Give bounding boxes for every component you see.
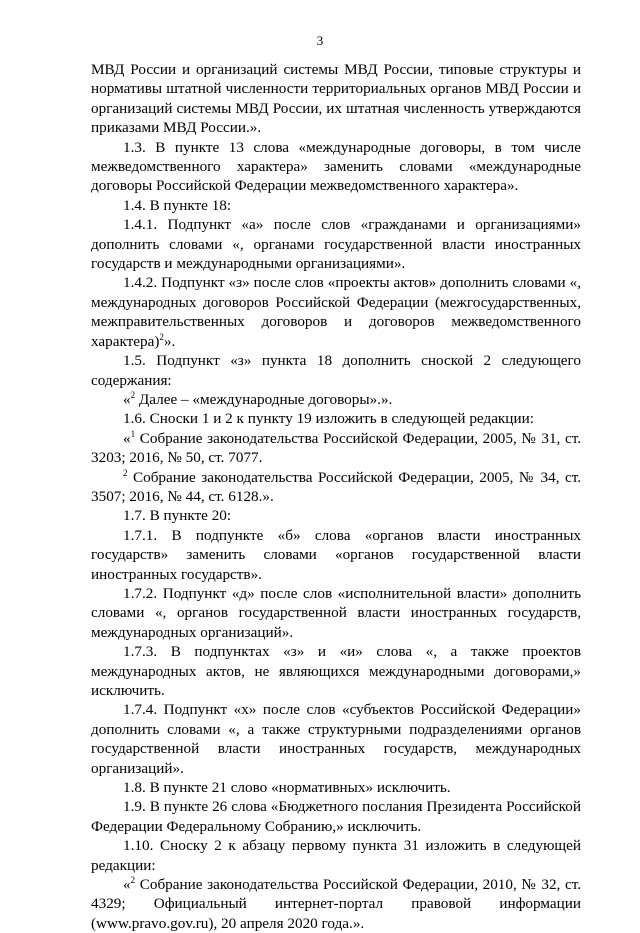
paragraph-1-5: 1.5. Подпункт «з» пункта 18 дополнить сноской 2 следующего содержания: bbox=[91, 352, 581, 389]
paragraph-1-4-2: 1.4.2. Подпункт «з» после слов «проекты актов» дополнить словами «, международных договоров Российской Федерации (межгосударственных, межправительственных договоров и договоров межведомственного характера)$^2$». bbox=[91, 274, 581, 350]
footnote-mark: 2 bbox=[130, 389, 136, 400]
paragraph-1-7: 1.7. В пункте 20: bbox=[123, 507, 232, 525]
footnote-text-2c: «$^2$ Собрание законодательства Российской Федерации, 2010, № 32, ст. 4329; Официальный интернет-портал правовой информации (www.pravo.gov.ru), 20 апреля 2020 года.». bbox=[91, 875, 581, 932]
footnote-text-2b: $^2$ Собрание законодательства Российской Федерации, 2005, № 34, ст. 3507; 2016, № 44, ст. 6128.». bbox=[91, 467, 581, 505]
paragraph-1-10: 1.10. Сноску 2 к абзацу первому пункта 31 изложить в следующей редакции: bbox=[91, 837, 581, 874]
footnote-mark: 1 bbox=[130, 428, 136, 439]
footnote-mark: 2 bbox=[130, 875, 136, 885]
footnote-text-2: «$^2$ Далее – «международные договоры».». bbox=[123, 389, 393, 408]
paragraph-1-6: 1.6. Сноски 1 и 2 к пункту 19 изложить в следующей редакции: bbox=[123, 410, 534, 428]
footnote-text-1: «$^1$ Собрание законодательства Российской Федерации, 2005, № 31, ст. 3203; 2016, № 50, ст. 7077. bbox=[91, 428, 581, 467]
footnote-ref: 2 bbox=[159, 331, 164, 342]
paragraph-1-7-4: 1.7.4. Подпункт «х» после слов «субъектов Российской Федерации» дополнить словами «, а также структурными подразделениями органов государственной власти иностранных государств, международных организаций». bbox=[91, 701, 581, 777]
paragraph-1-3: 1.3. В пункте 13 слова «международные договоры, в том числе межведомственного характера» заменить словами «международные договоры Российской Федерации межведомственного характера». bbox=[91, 138, 581, 195]
paragraph-1-9: 1.9. В пункте 26 слова «Бюджетного послания Президента Российской Федерации Федеральному Собранию,» исключить. bbox=[91, 798, 581, 835]
paragraph-1-7-2: 1.7.2. Подпункт «д» после слов «исполнительной власти» дополнить словами «, органов государственной власти иностранных государств, международных организаций». bbox=[91, 584, 581, 641]
page-number: 3 bbox=[316, 33, 324, 48]
paragraph-1-8: 1.8. В пункте 21 слово «нормативных» исключить. bbox=[123, 779, 451, 797]
footnote-mark: 2 bbox=[123, 467, 128, 478]
document-body bbox=[91, 60, 581, 933]
paragraph-1-7-1: 1.7.1. В подпункте «б» слова «органов власти иностранных государств» заменить словами «органов государственной власти иностранных государств». bbox=[91, 526, 581, 583]
paragraph-1-4-1: 1.4.1. Подпункт «а» после слов «гражданами и организациями» дополнить словами «, органами государственной власти иностранных государств и международными организациями». bbox=[91, 216, 581, 273]
paragraph-continuation: МВД России и организаций системы МВД России, типовые структуры и нормативы штатной численности территориальных органов МВД России и организаций системы МВД России, их штатная численность утверждаются приказами МВД России.». bbox=[91, 61, 581, 137]
paragraph-1-4: 1.4. В пункте 18: bbox=[123, 196, 232, 214]
paragraph-1-7-3: 1.7.3. В подпунктах «з» и «и» слова «, а также проектов международных актов, не являющихся международными договорами,» исключить. bbox=[91, 643, 581, 699]
